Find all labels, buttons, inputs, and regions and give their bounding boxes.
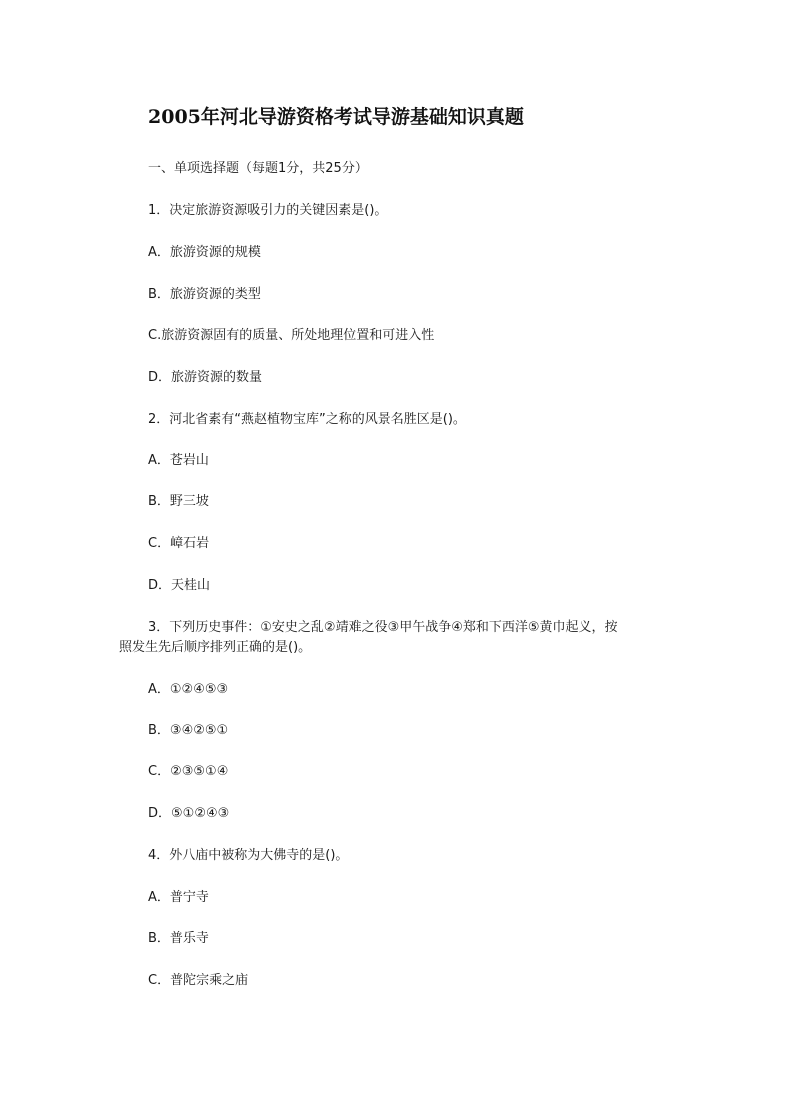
question-1-option-b: B．旅游资源的类型: [148, 287, 261, 302]
question-4-option-c: C．普陀宗乘之庙: [148, 973, 249, 988]
question-3-option-b: B．③④②⑤①: [148, 723, 229, 738]
question-3-option-c: C．②③⑤①④: [148, 764, 229, 779]
question-2-option-a: A．苍岩山: [148, 453, 209, 468]
question-3-option-a: A．①②④⑤③: [148, 682, 229, 697]
question-3-stem-line-1: 3．下列历史事件：①安史之乱②靖难之役③甲午战争④郑和下西洋⑤黄巾起义，按: [148, 620, 618, 635]
question-4-option-b: B．普乐寺: [148, 931, 209, 946]
section-heading: 一、单项选择题（每题1分，共25分）: [148, 161, 368, 176]
question-4-option-a: A．普宁寺: [148, 890, 209, 905]
question-2-option-b: B．野三坡: [148, 494, 209, 509]
document-title: 2005年河北导游资格考试导游基础知识真题: [148, 106, 524, 128]
question-4-stem: 4．外八庙中被称为大佛寺的是()。: [148, 848, 349, 863]
question-3-stem-line-2: 照发生先后顺序排列正确的是()。: [119, 640, 312, 655]
question-1-option-c: C.旅游资源固有的质量、所处地理位置和可进入性: [148, 328, 435, 343]
question-1-option-d: D．旅游资源的数量: [148, 370, 263, 385]
question-2-stem: 2．河北省素有“燕赵植物宝库”之称的风景名胜区是()。: [148, 412, 466, 427]
question-1-option-a: A．旅游资源的规模: [148, 245, 261, 260]
question-2-option-c: C．嶂石岩: [148, 536, 210, 551]
question-1-stem: 1．决定旅游资源吸引力的关键因素是()。: [148, 203, 388, 218]
question-2-option-d: D．天桂山: [148, 578, 211, 593]
question-3-option-d: D．⑤①②④③: [148, 806, 230, 821]
